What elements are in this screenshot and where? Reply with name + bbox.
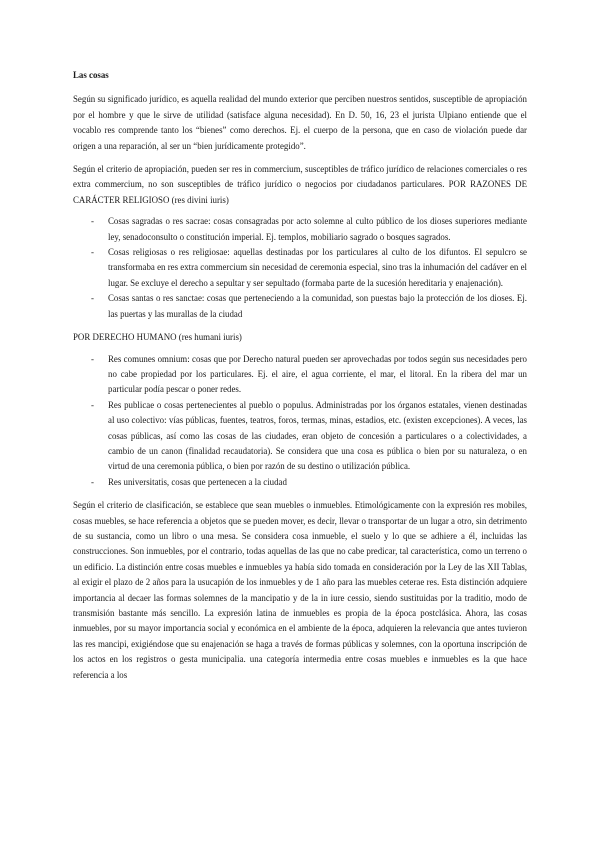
document-title: Las cosas	[73, 70, 109, 80]
document-page	[73, 68, 527, 683]
list-item: - Res publicae o cosas pertenecientes al pueblo o populus. Administradas por los órganos estatales, vienen destinadas al uso colectivo: vías públicas, fuentes, teatros, foros, termas, minas, estadios, etc. (existen excepciones). A veces, las cosas públicas, así como las cosas de las ciudades, eran objeto de concesión a particulares o a colectividades, a cambio de un canon (finalidad recaudatoria). Se considera que una cosa es pública o bien por su naturaleza, o en virtud de una ceremonia pública, o bien por razón de su destino o utilización pública.	[73, 398, 527, 475]
intro-paragraph: Según su significado jurídico, es aquella realidad del mundo exterior que perciben nuestros sentidos, susceptible de apropiación por el hombre y que le sirve de utilidad (satisface alguna necesidad). En D. 50, 16, 23 el jurista Ulpiano entiende que el vocablo res comprende tanto los “bienes” como derechos. Ej. el cuerpo de la persona, que en caso de violación puede dar origen a una reparación, al ser un “bien jurídicamente protegido”.	[73, 94, 527, 151]
list-item: - Res universitatis, cosas que pertenecen a la ciudad	[73, 475, 527, 490]
appropriation-paragraph: Según el criterio de apropiación, pueden ser res in commercium, susceptibles de tráfico jurídico de relaciones comerciales o res extra commercium, no son susceptibles de tráfico jurídico o negocios por ciudadanos particulares. POR RAZONES DE CARÁCTER RELIGIOSO (res divini iuris)	[73, 164, 527, 205]
list-item: - Cosas religiosas o res religiosae: aquellas destinadas por los particulares al culto de los difuntos. El sepulcro se transformaba en res extra commercium sin necesidad de ceremonia especial, sino tras la inhumación del cadáver en el lugar. Se excluye el derecho a sepultar y ser sepultado (formaba parte de la sucesión hereditaria y enajenación).	[73, 245, 527, 291]
list-item: - Res comunes omnium: cosas que por Derecho natural pueden ser aprovechadas por todos según sus necesidades pero no cabe propiedad por los particulares. Ej. el aire, el agua corriente, el mar, el litoral. En la ribera del mar un particular podía pescar o poner redes.	[73, 352, 527, 398]
classification-paragraph: Según el criterio de clasificación, se establece que sean muebles o inmuebles. Etimológicamente con la expresión res mobiles, cosas muebles, se hace referencia a objetos que se pueden mover, es decir, llevar o transportar de un lugar a otro, sin detrimento de su sustancia, como un libro o una mesa. Se considera cosa inmueble, el suelo y lo que se adhiere a él, incluidas las construcciones. Son inmuebles, por el contrario, todas aquellas de las que no cabe predicar, tal característica, como un terreno o un edificio. La distinción entre cosas muebles e inmuebles ya había sido tomada en consideración por la Ley de las XII Tablas, al exigir el plazo de 2 años para la usucapión de los inmuebles y de 1 año para las muebles ceterae res. Esta distinción adquiere importancia al decaer las formas solemnes de la mancipatio y de la in iure cessio, siendo sustituidas por la traditio, modo de transmisión bastante más sencillo. La expresión latina de inmuebles es propia de la época postclásica. Ahora, las cosas inmuebles, por su mayor importancia social y económica en el ambiente de la época, adquieren la relevancia que antes tuvieron las res mancipi, exigiéndose que su enajenación se haga a través de formas públicas y solemnes, con la oportuna inscripción de los actos en los registros o gesta municipalia. una categoría intermedia entre cosas muebles e inmuebles es la que hace referencia a los	[73, 500, 527, 680]
human-law-heading: POR DERECHO HUMANO (res humani iuris)	[73, 332, 242, 343]
list-item: - Cosas santas o res sanctae: cosas que perteneciendo a la comunidad, son puestas bajo la protección de los dioses. Ej. las puertas y las murallas de la ciudad	[73, 291, 527, 322]
religious-things-list	[73, 214, 527, 322]
list-item: - Cosas sagradas o res sacrae: cosas consagradas por acto solemne al culto público de los dioses superiores mediante ley, senadoconsulto o constitución imperial. Ej. templos, mobiliario sagrado o bosques sagrados.	[73, 214, 527, 245]
human-law-things-list	[73, 352, 527, 491]
